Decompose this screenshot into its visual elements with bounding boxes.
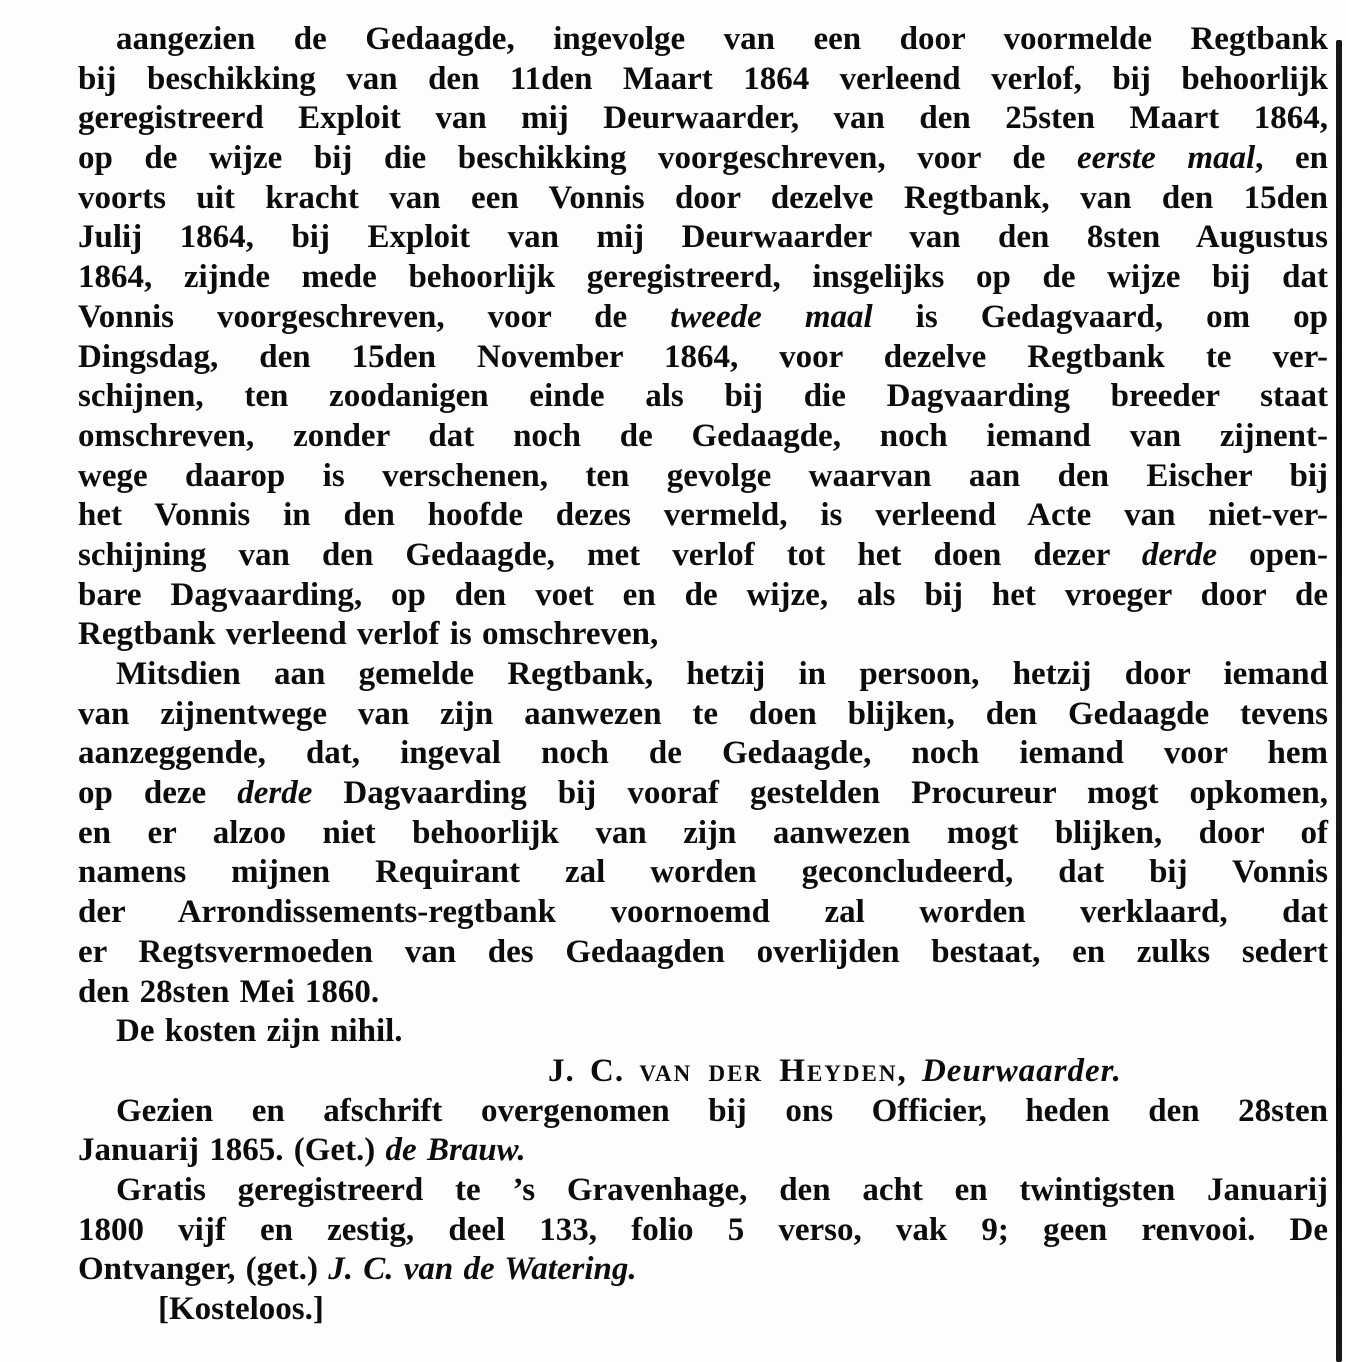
text-segment: tweede maal bbox=[670, 298, 873, 335]
text-line bbox=[78, 774, 1328, 814]
text-line bbox=[78, 695, 1328, 735]
text-segment: derde bbox=[237, 775, 313, 812]
text-segment: J. C. bbox=[548, 1052, 640, 1089]
text-segment: J. C. van de Watering. bbox=[328, 1251, 637, 1288]
signature-line bbox=[78, 1052, 1328, 1092]
text-segment: Julij 1864, bij Exploit van mij Deurwaarder van den 8sten Augustus bbox=[78, 219, 1328, 256]
text-line bbox=[78, 1012, 1328, 1052]
text-line bbox=[78, 298, 1328, 338]
text-segment: omschreven, zonder dat noch de Gedaagde, noch iemand van zijnent- bbox=[78, 417, 1328, 454]
text-segment: , en bbox=[1255, 140, 1328, 177]
text-line bbox=[78, 417, 1328, 457]
text-line bbox=[78, 1092, 1328, 1132]
text-segment: aangezien de Gedaagde, ingevolge van een door voormelde Regtbank bbox=[116, 21, 1328, 57]
text-line bbox=[78, 814, 1328, 854]
text-segment: eerste maal bbox=[1076, 140, 1256, 177]
text-line bbox=[78, 60, 1328, 100]
text-line bbox=[78, 179, 1328, 219]
text-segment: den 28sten Mei 1860. bbox=[78, 973, 380, 1010]
text-segment: schijning van den Gedaagde, met verlof tot het doen dezer bbox=[78, 536, 1142, 573]
text-segment: wege daarop is verschenen, ten gevolge waarvan aan den Eischer bij bbox=[78, 457, 1328, 494]
text-segment: aanzeggende, dat, ingeval noch de Gedaagde, noch iemand voor hem bbox=[78, 735, 1328, 772]
text-segment: Regtbank verleend verlof is omschreven, bbox=[78, 616, 659, 653]
text-line bbox=[78, 576, 1328, 616]
text-segment: [Kosteloos.] bbox=[158, 1291, 324, 1327]
text-line bbox=[78, 377, 1328, 417]
text-segment: het Vonnis in den hoofde dezes vermeld, is verleend Acte van niet-ver- bbox=[78, 497, 1328, 534]
text-line bbox=[78, 1250, 1328, 1290]
text-segment: der Arrondissements-regtbank voornoemd zal worden verklaard, dat bbox=[78, 894, 1328, 931]
text-segment: 1800 vijf en zestig, deel 133, folio 5 verso, vak 9; geen renvooi. De bbox=[78, 1211, 1328, 1248]
text-segment: bare Dagvaarding, op den voet en de wijze, als bij het vroeger door de bbox=[78, 576, 1328, 613]
text-line bbox=[78, 853, 1328, 893]
document-text bbox=[78, 20, 1328, 1330]
text-segment: bij beschikking van den 11den Maart 1864 verleend verlof, bij behoorlijk bbox=[78, 60, 1328, 97]
text-segment: de Brauw. bbox=[385, 1132, 526, 1169]
text-line bbox=[78, 99, 1328, 139]
text-line bbox=[78, 1290, 1328, 1330]
text-segment: en er alzoo niet behoorlijk van zijn aanwezen mogt blijken, door of bbox=[78, 814, 1328, 851]
text-segment: voorts uit kracht van een Vonnis door dezelve Regtbank, van den 15den bbox=[78, 179, 1328, 216]
text-segment: Dagvaarding bij vooraf gestelden Procureur mogt opkomen, bbox=[312, 775, 1328, 812]
text-line bbox=[78, 139, 1328, 179]
text-line bbox=[78, 615, 1328, 655]
text-segment: Gezien en afschrift overgenomen bij ons Officier, heden den 28sten bbox=[116, 1092, 1328, 1129]
text-line bbox=[78, 536, 1328, 576]
text-line bbox=[78, 258, 1328, 298]
text-segment: geregistreerd Exploit van mij Deurwaarder, van den 25sten Maart 1864, bbox=[78, 100, 1328, 137]
text-segment: Ontvanger, (get.) bbox=[78, 1251, 329, 1288]
text-segment: van der Heyden bbox=[639, 1052, 898, 1089]
column-rule bbox=[1336, 40, 1342, 1362]
text-segment: van zijnentwege van zijn aanwezen te doen blijken, den Gedaagde tevens bbox=[78, 695, 1328, 732]
text-segment: , bbox=[897, 1052, 922, 1089]
text-segment: derde bbox=[1141, 536, 1218, 573]
text-line bbox=[78, 1171, 1328, 1211]
text-segment: is Gedagvaard, om op bbox=[872, 298, 1328, 335]
text-segment: schijnen, ten zoodanigen einde als bij die Dagvaarding breeder staat bbox=[78, 378, 1328, 415]
text-line bbox=[78, 973, 1328, 1013]
text-segment: op de wijze bij die beschikking voorgeschreven, voor de bbox=[78, 140, 1077, 177]
text-segment: Dingsdag, den 15den November 1864, voor dezelve Regtbank te ver- bbox=[78, 338, 1328, 375]
text-segment: er Regtsvermoeden van des Gedaagden overlijden bestaat, en zulks sedert bbox=[78, 933, 1328, 970]
text-line bbox=[78, 893, 1328, 933]
text-line bbox=[78, 933, 1328, 973]
text-line bbox=[78, 496, 1328, 536]
text-line bbox=[78, 457, 1328, 497]
text-line bbox=[78, 20, 1328, 60]
text-segment: Mitsdien aan gemelde Regtbank, hetzij in persoon, hetzij door iemand bbox=[116, 656, 1328, 692]
text-segment: op deze bbox=[78, 775, 238, 812]
text-segment: Gratis geregistreerd te ’s Gravenhage, den acht en twintigsten Januarij bbox=[116, 1171, 1328, 1208]
text-line bbox=[78, 655, 1328, 695]
text-line bbox=[78, 1211, 1328, 1251]
text-segment: 1864, zijnde mede behoorlijk geregistreerd, insgelijks op de wijze bij dat bbox=[78, 259, 1328, 296]
text-segment: namens mijnen Requirant zal worden geconcludeerd, dat bij Vonnis bbox=[78, 854, 1328, 891]
text-segment: Vonnis voorgeschreven, voor de bbox=[78, 298, 671, 335]
text-segment: Januarij 1865. (Get.) bbox=[78, 1132, 386, 1169]
text-line bbox=[78, 1131, 1328, 1171]
text-line bbox=[78, 218, 1328, 258]
text-segment: open- bbox=[1217, 536, 1329, 573]
text-line bbox=[78, 338, 1328, 378]
text-segment: De kosten zijn nihil. bbox=[116, 1013, 403, 1050]
text-line bbox=[78, 734, 1328, 774]
text-segment: Deurwaarder. bbox=[921, 1052, 1122, 1089]
